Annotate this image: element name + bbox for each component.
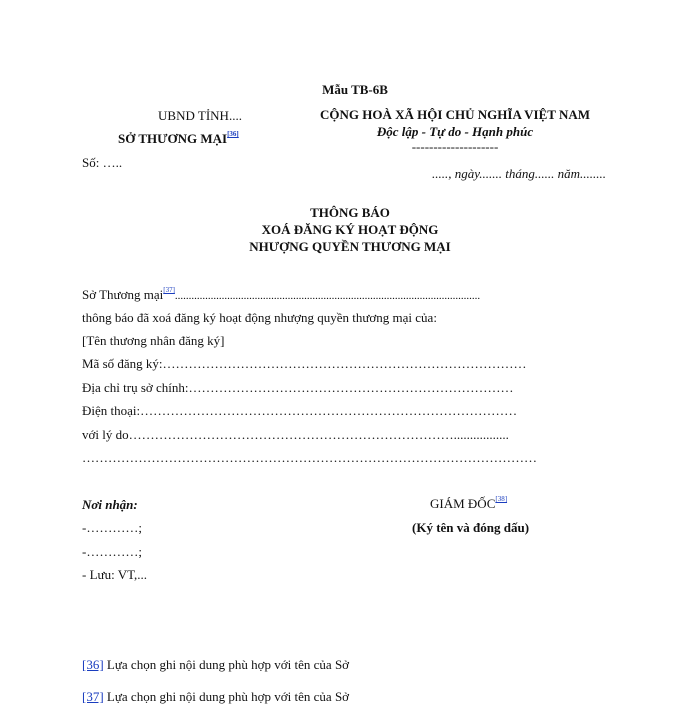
footnote-36-link[interactable]: [36] [82, 657, 104, 672]
footnote-ref-38[interactable]: [38] [495, 495, 508, 503]
title-line-2: XOÁ ĐĂNG KÝ HOẠT ĐỘNG [261, 222, 439, 237]
province-name: UBND TỈNH.... [158, 108, 242, 123]
recipient-item-1: -…………; [82, 520, 142, 535]
body-line-reason: với lý do…………………………………………………………………................. [82, 427, 509, 442]
body-line-blank: …………………………………………………………………………………………… [82, 450, 537, 465]
footnote-ref-36[interactable]: [36] [227, 130, 239, 138]
body-department-prefix: Sở Thương mại [82, 287, 164, 302]
footnote-37-text: Lựa chọn ghi nội dung phù hợp với tên của Sở [103, 689, 350, 704]
body-line-registration-code: Mã số đăng ký:………………………………………………………………………… [82, 356, 527, 371]
title-line-1: THÔNG BÁO [310, 205, 390, 220]
form-code: Mẫu TB-6B [322, 82, 388, 97]
date-line: ....., ngày....... tháng...... năm........ [432, 166, 607, 181]
department-name-line [118, 131, 239, 147]
department-name: SỞ THƯƠNG MẠI [118, 131, 228, 146]
title-line-3: NHƯỢNG QUYỀN THƯƠNG MẠI [249, 239, 451, 254]
footnote-36 [82, 657, 349, 673]
body-line-address: Địa chỉ trụ sở chính:………………………………………………………………… [82, 380, 514, 395]
nation-name: CỘNG HOÀ XÃ HỘI CHỦ NGHĨA VIỆT NAM [319, 107, 591, 122]
recipients-label: Nơi nhận: [82, 497, 138, 512]
director-title: GIÁM ĐỐC [430, 496, 496, 511]
body-department-line [82, 287, 480, 303]
body-line-notice: thông báo đã xoá đăng ký hoạt động nhượng quyền thương mại của: [82, 310, 437, 325]
footnote-37 [82, 689, 349, 705]
footnote-ref-37[interactable]: [37] [163, 286, 175, 294]
footnote-37-link[interactable]: [37] [82, 689, 104, 704]
header-divider: -------------------- [411, 139, 499, 154]
director-title-line [430, 496, 507, 512]
recipient-item-archive: - Lưu: VT,... [82, 567, 148, 582]
recipient-item-2: -…………; [82, 544, 142, 559]
body-line-merchant: [Tên thương nhân đăng ký] [82, 333, 225, 348]
body-line-phone: Điện thoại:…………………………………………………………………………… [82, 403, 518, 418]
signature-note: (Ký tên và đóng dấu) [412, 520, 530, 535]
national-motto: Độc lập - Tự do - Hạnh phúc [376, 124, 534, 139]
body-department-dots: ............................................................................................................... [174, 290, 481, 302]
document-number: Số: ….. [82, 155, 123, 170]
footnote-36-text: Lựa chọn ghi nội dung phù hợp với tên của Sở [103, 657, 350, 672]
